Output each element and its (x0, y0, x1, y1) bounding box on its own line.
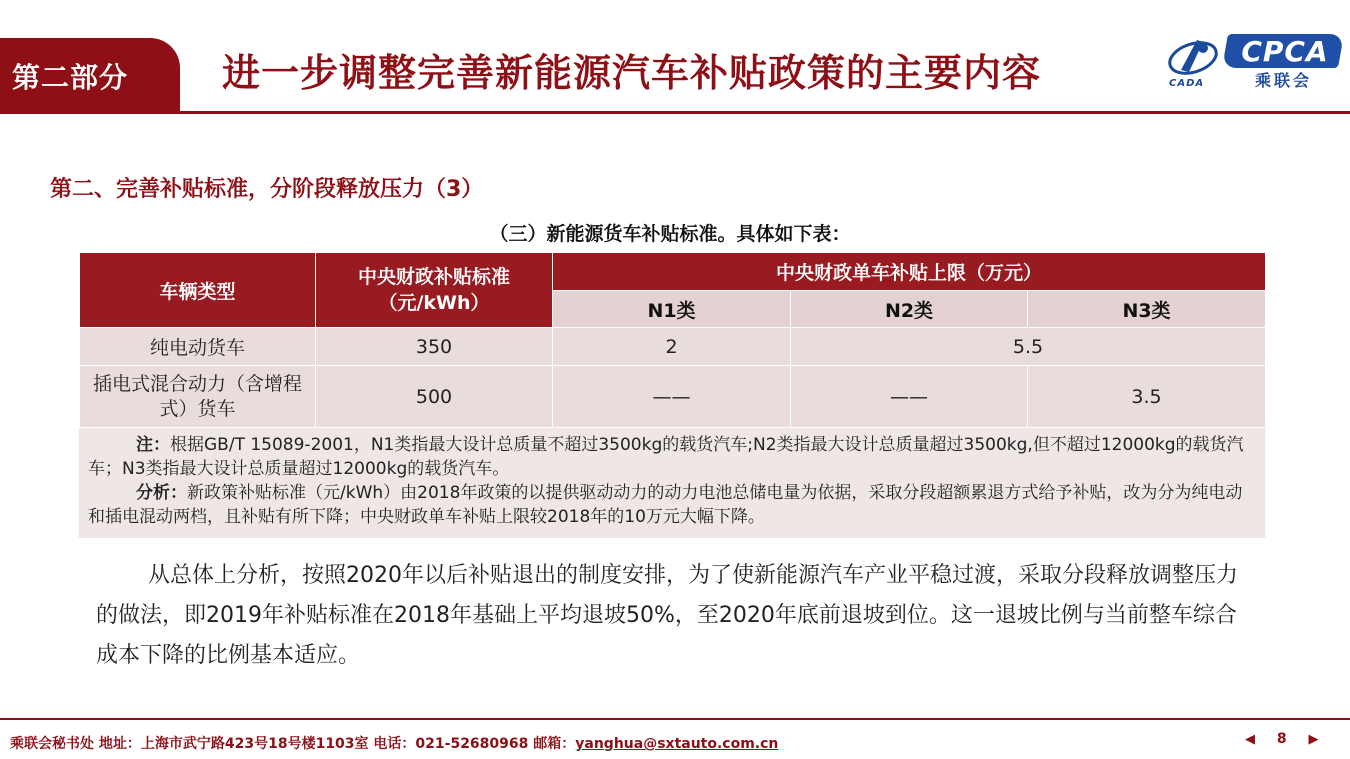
summary-text: 从总体上分析，按照2020年以后补贴退出的制度安排，为了使新能源汽车产业平稳过渡，采取分段释放调整压力的做法，即2019年补贴标准在2018年基础上平均退坡50%，至2020年底前退坡到位。这一退坡比例与当前整车综合成本下降的比例基本适应。 (96, 563, 1238, 668)
section-heading: 第二、完善补贴标准，分阶段释放压力（3） (50, 177, 484, 202)
analysis-label: 分析： (136, 483, 187, 503)
table-row (80, 328, 1266, 366)
header-divider (0, 111, 1350, 114)
table-notes (79, 428, 1265, 538)
table-row (80, 366, 1266, 428)
prev-slide-icon[interactable]: ◀ (1245, 732, 1255, 747)
next-slide-icon[interactable]: ▶ (1308, 732, 1319, 747)
cpca-chinese-name: 乘联会 (1255, 71, 1313, 90)
footer-email-link[interactable]: yanghua@sxtauto.com.cn (575, 736, 779, 752)
footer-divider (0, 718, 1350, 720)
note-block (88, 433, 1255, 481)
slide-title: 进一步调整完善新能源汽车补贴政策的主要内容 (222, 51, 1042, 95)
cpca-logo (1163, 34, 1343, 94)
header-n2: N2类 (791, 291, 1028, 328)
cell-n1: —— (553, 366, 791, 428)
subsidy-table (79, 252, 1266, 428)
header-vehicle-type: 车辆类型 (80, 253, 316, 328)
cell-n3: 3.5 (1028, 366, 1266, 428)
cpca-text: CPCA (1241, 35, 1329, 68)
footer-org-info: 乘联会秘书处 地址：上海市武宁路423号18号楼1103室 电话：021-52680968 邮箱： (10, 736, 576, 752)
cell-standard: 500 (316, 366, 553, 428)
header-subsidy-limit: 中央财政单车补贴上限（万元） (553, 253, 1266, 291)
cell-vehicle-type: 纯电动货车 (80, 328, 316, 366)
cell-n1: 2 (553, 328, 791, 366)
note-label: 注： (136, 435, 170, 455)
footer-info (10, 733, 778, 753)
page-nav (1245, 731, 1319, 747)
cada-text: CADA (1169, 78, 1205, 89)
analysis-text: 新政策补贴标准（元/kWh）由2018年政策的以提供驱动动力的动力电池总储电量为依据，采取分段超额累退方式给予补贴，改为分为纯电动和插电混动两档，且补贴有所下降；中央财政单车补贴上限较2018年的10万元大幅下降。 (88, 483, 1243, 527)
section-tab-label: 第二部分 (12, 61, 129, 94)
analysis-block (88, 481, 1255, 529)
header-n1: N1类 (553, 291, 791, 328)
cell-n2-n3: 5.5 (791, 328, 1266, 366)
cell-vehicle-type: 插电式混合动力（含增程式）货车 (80, 366, 316, 428)
summary-paragraph (96, 556, 1256, 676)
cell-n2: —— (791, 366, 1028, 428)
cell-standard: 350 (316, 328, 553, 366)
cada-emblem-icon (1163, 34, 1233, 82)
header-n3: N3类 (1028, 291, 1266, 328)
page-number: 8 (1276, 731, 1287, 747)
table-caption: （三）新能源货车补贴标准。具体如下表： (489, 223, 851, 245)
note-text: 根据GB/T 15089-2001，N1类指最大设计总质量不超过3500kg的载货汽车;N2类指最大设计总质量超过3500kg,但不超过12000kg的载货汽车；N3类指最大设计总质量超过12000kg的载货汽车。 (88, 435, 1244, 479)
header-subsidy-standard: 中央财政补贴标准（元/kWh） (316, 253, 553, 328)
